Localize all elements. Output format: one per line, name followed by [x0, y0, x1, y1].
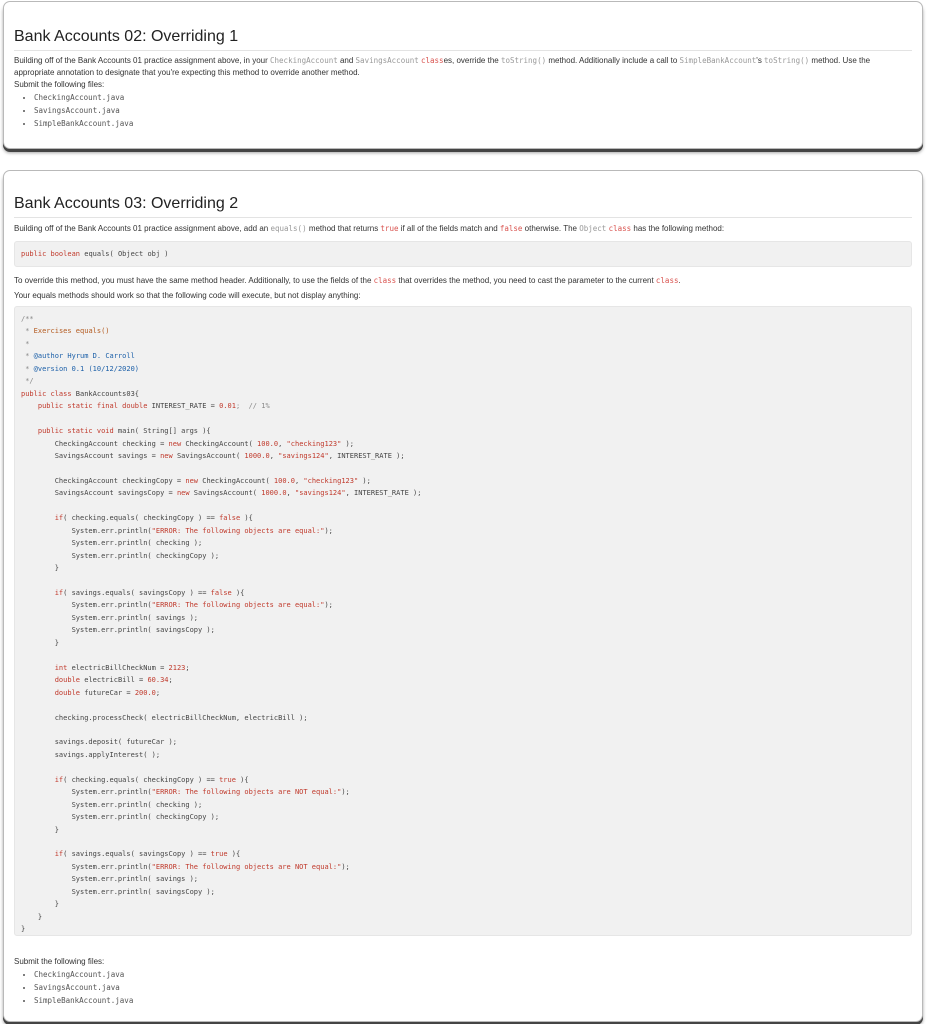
- file-list: [14, 91, 912, 130]
- file-item: • SimpleBankAccount.java: [34, 994, 912, 1007]
- submit-label: Submit the following files:: [14, 957, 105, 966]
- exercise-title: Bank Accounts 03: Overriding 2: [14, 171, 912, 218]
- file-item: • SavingsAccount.java: [34, 104, 912, 117]
- file-item: • SimpleBankAccount.java: [34, 117, 912, 130]
- equals-instructions: Your equals methods should work so that the following code will execute, but not display anything:: [14, 291, 361, 300]
- example-code-block: /** * Exercises equals() * * @author Hyrum D. Carroll * @version 0.1 (10/12/2020) */ public class BankAccounts03{ public static final double INTEREST_RATE = 0.01; // 1% public static void main( String[] args ){ CheckingAccount checking = new CheckingAccount( 100.0, "checking123" ); SavingsAccount savings = new SavingsAccount( 1000.0, "savings124", INTEREST_RATE ); CheckingAccount checkingCopy = new CheckingAccount( 100.0, "checking123" ); SavingsAccount savingsCopy = new SavingsAccount( 1000.0, "savings124", INTEREST_RATE ); if( checking.equals( checkingCopy ) == false ){ System.err.println("ERROR: The following objects are equal:"); System.err.println( checking ); System.err.println( checkingCopy ); } if( savings.equals( savingsCopy ) == false ){ System.err.println("ERROR: The following objects are equal:"); System.err.println( savings ); System.err.println( savingsCopy ); } int electricBillCheckNum = 2123; double electricBill = 60.34; double futureCar = 200.0; checking.processCheck( electricBillCheckNum, electricBill ); savings.deposit( futureCar ); savings.applyInterest( ); if( checking.equals( checkingCopy ) == true ){ System.err.println("ERROR: The following objects are NOT equal:"); System.err.println( checking ); System.err.println( checkingCopy ); } if( savings.equals( savingsCopy ) == true ){ System.err.println("ERROR: The following objects are NOT equal:"); System.err.println( savings ); System.err.println( savingsCopy ); } } }: [14, 306, 912, 936]
- exercise-card-overriding-1: [3, 1, 923, 149]
- exercise-title: Bank Accounts 02: Overriding 1: [14, 2, 912, 51]
- override-instructions: To override this method, you must have the same method header. Additionally, to use the fields of the class that overrides the method, you need to cast the parameter to the current class.: [14, 276, 681, 285]
- exercise-card-overriding-2: [3, 170, 923, 1022]
- exercise-description: Building off of the Bank Accounts 01 practice assignment above, in your CheckingAccount and SavingsAccount classes, override the toString() method. Additionally include a call to SimpleBankAccount's toString() method. Use the appropriate annotation to designate that you're expecting this method to override another method.: [14, 56, 871, 77]
- file-list: [14, 968, 912, 1007]
- file-item: • SavingsAccount.java: [34, 981, 912, 994]
- exercise-description: Building off of the Bank Accounts 01 practice assignment above, add an equals() method that returns true if all of the fields match and false otherwise. The Object class has the following method:: [14, 224, 725, 233]
- file-item: • CheckingAccount.java: [34, 91, 912, 104]
- file-item: • CheckingAccount.java: [34, 968, 912, 981]
- submit-label: Submit the following files:: [14, 80, 105, 89]
- method-signature-code: public boolean equals( Object obj ): [14, 241, 912, 267]
